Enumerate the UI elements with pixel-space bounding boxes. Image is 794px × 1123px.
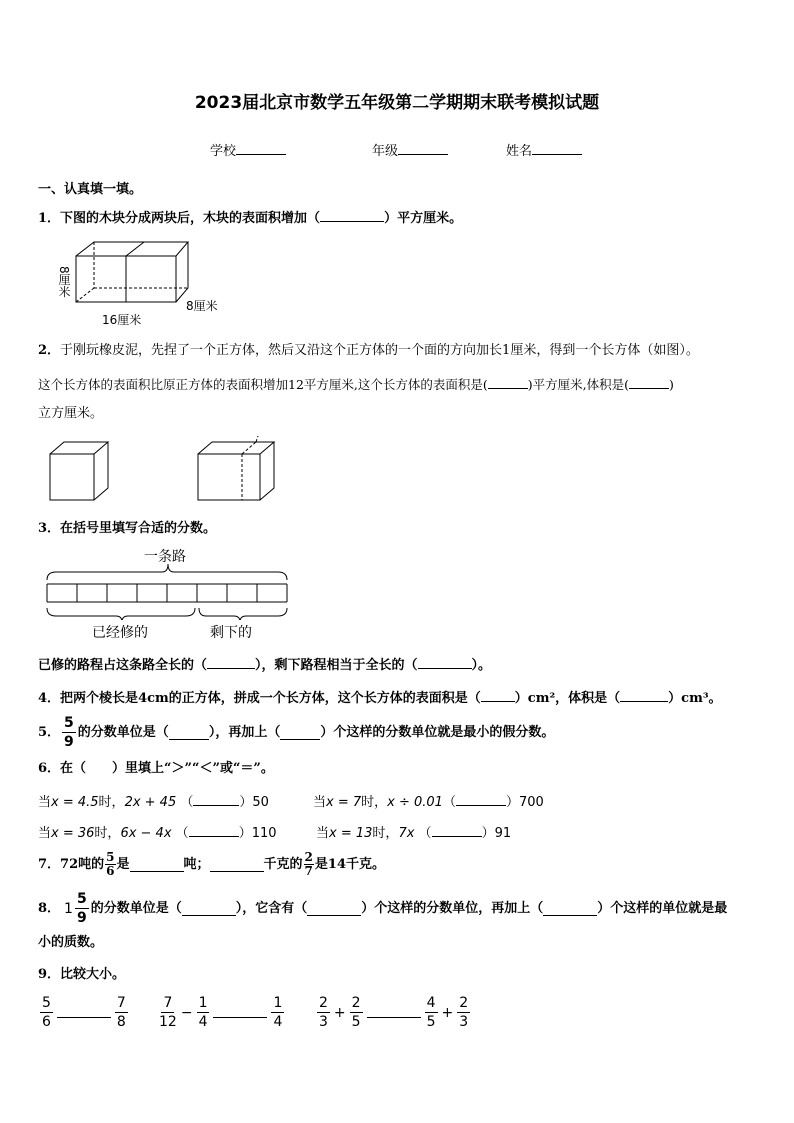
road-label: 一条路 <box>144 549 186 565</box>
q7-blank-2[interactable] <box>210 857 264 872</box>
q5-unit-blank[interactable] <box>169 725 209 740</box>
question-2-line1: 2．于刚玩橡皮泥，先捏了一个正方体，然后又沿这个正方体的一个面的方向加长1厘米，得到一个长方体（如图）。 <box>38 343 699 358</box>
question-2-line3: 立方厘米。 <box>38 406 104 421</box>
q3-blank-2[interactable] <box>418 654 472 669</box>
q8-blank-3[interactable] <box>543 901 597 916</box>
question-8-line1: 8． 1 5 9 的分数单位是（ ），它含有（ ）个这样的分数单位，再加上（ ）个这样的单位就是最 <box>38 891 728 926</box>
q3-blank-1[interactable] <box>207 654 255 669</box>
q9-blank-3[interactable] <box>367 1007 421 1018</box>
q8-blank-2[interactable] <box>307 901 361 916</box>
page-title: 2023届北京市数学五年级第二学期期末联考模拟试题 <box>194 93 600 113</box>
q4-area-blank[interactable] <box>481 687 515 702</box>
q1-wood-block-figure <box>54 238 234 330</box>
q8-blank-1[interactable] <box>182 901 236 916</box>
question-4: 4．把两个棱长是4cm的正方体，拼成一个长方体，这个长方体的表面积是（ ）cm²，体积是（ ）cm³。 <box>38 687 722 708</box>
q9-compare-3: 2 3 + $\frac{2}{5}$ 4 5 + $\frac{2}{3}$ <box>319 995 469 1030</box>
q2-volume-blank[interactable] <box>629 374 669 389</box>
q2-area-blank[interactable] <box>488 374 528 389</box>
q9-compare-1: 5 6 7 8 <box>42 995 126 1030</box>
name-label: 姓名 <box>506 144 533 159</box>
q6-row1-right: 当x = 7时，x ÷ 0.01（ ）700 <box>313 791 544 812</box>
q6-blank-3[interactable] <box>189 822 239 837</box>
q6-row1-left: 当x = 4.5时，2x + 45 （ ）50 <box>38 791 269 812</box>
q1-height-label: 8厘米 <box>57 266 71 298</box>
q6-row2-right: 当x = 13时，7x （ ）91 <box>316 822 511 843</box>
q5-fraction: 5 9 <box>64 715 74 750</box>
q1-length-label: 16厘米 <box>102 313 142 327</box>
question-6: 6．在（ ）里填上“＞”“＜”或“＝”。 <box>38 761 274 776</box>
grade-label: 年级 <box>372 144 399 159</box>
question-2-line2: 这个长方体的表面积比原正方体的表面积增加12平方厘米,这个长方体的表面积是( )平方厘米,体积是( ) <box>38 374 674 394</box>
q2-cube-figures <box>46 436 286 506</box>
remaining-label: 剩下的 <box>210 625 252 641</box>
section-heading: 一、认真填一填。 <box>38 182 143 197</box>
q9-blank-1[interactable] <box>57 1007 111 1018</box>
q5-count-blank[interactable] <box>280 725 320 740</box>
q6-row2-left: 当x = 36时，6x − 4x （ ）110 <box>38 822 277 843</box>
q6-blank-4[interactable] <box>432 822 482 837</box>
q7-blank-1[interactable] <box>130 857 184 872</box>
question-8-line2: 小的质数。 <box>38 935 104 950</box>
school-label: 学校 <box>210 144 237 159</box>
q1-depth-label: 8厘米 <box>186 299 218 313</box>
repaired-label: 已经修的 <box>92 625 148 641</box>
question-9: 9．比较大小。 <box>38 967 126 982</box>
q7-fraction-2: $\frac{2}{7}$ <box>304 850 313 878</box>
question-7: 7． 72吨的 $\frac{5}{6}$ 是 吨； 千克的 $\frac{2}{7}$ 是14千克。 <box>38 850 385 878</box>
q4-volume-blank[interactable] <box>620 687 668 702</box>
q9-compare-2: 7 12 − $\frac{1}{4}$ 1 4 <box>159 995 283 1030</box>
grade-field[interactable] <box>372 140 448 161</box>
q8-mixed-fraction: 5 9 <box>76 891 87 926</box>
question-5: 5． 5 9 的分数单位是（ ），再加上（ ）个这样的分数单位就是最小的假分数。 <box>38 715 555 750</box>
name-field[interactable] <box>506 140 582 161</box>
q7-fraction-1: $\frac{5}{6}$ <box>106 850 115 878</box>
question-1: 1．下图的木块分成两块后，木块的表面积增加（ ）平方厘米。 <box>38 207 462 228</box>
question-3: 3．在括号里填写合适的分数。 <box>38 521 217 536</box>
q6-blank-2[interactable] <box>456 791 506 806</box>
q3-answer-line: 已修的路程占这条路全长的（ ），剩下路程相当于全长的（ ）。 <box>38 654 491 675</box>
q3-road-diagram <box>44 560 294 620</box>
q9-blank-2[interactable] <box>213 1007 267 1018</box>
q6-blank-1[interactable] <box>193 791 239 806</box>
q1-answer-blank[interactable] <box>320 207 384 222</box>
school-field[interactable] <box>210 140 286 161</box>
